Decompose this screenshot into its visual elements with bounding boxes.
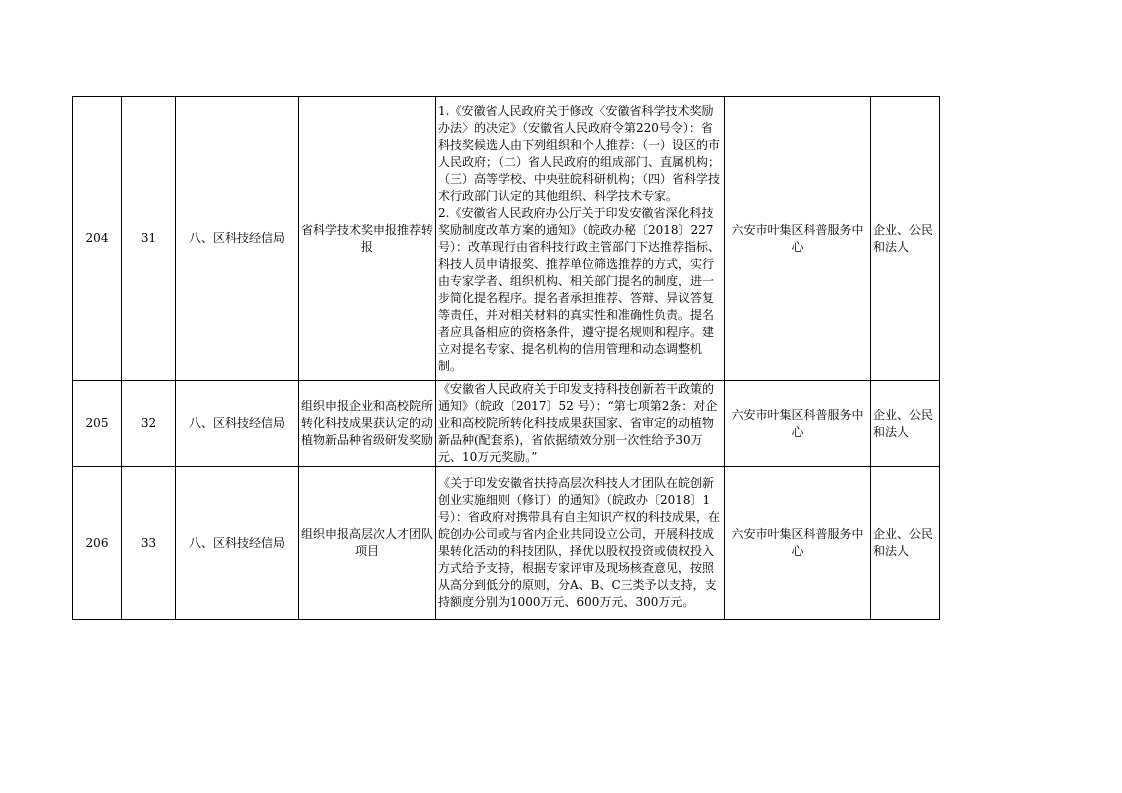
table-row — [73, 97, 940, 381]
legal-basis-cell: 1.《安徽省人民政府关于修改〈安徽省科学技术奖励办法〉的决定》（安徽省人民政府令第220号令）：省科技奖候选人由下列组织和个人推荐：（一）设区的市人民政府；（二）省人民政府的组成部门、直属机构；（三）高等学校、中央驻皖科研机构；（四）省科学技术行政部门认定的其他组织、科学技术专家。 2.《安徽省人民政府办公厅关于印发安徽省深化科技奖励制度改革方案的通知》（皖政办秘〔2018〕227号）：改革现行由省科技行政主管部门下达推荐指标、科技人员申请报奖、推荐单位筛选推荐的方式，实行由专家学者、组织机构、相关部门提名的制度，进一步简化提名程序。提名者承担推荐、答辩、异议答复等责任，并对相关材料的真实性和准确性负责。提名者应具备相应的资格条件，遵守提名规则和程序。建立对提名专家、提名机构的信用管理和动态调整机制。 — [436, 97, 725, 381]
sub-serial-number-cell: 31 — [122, 97, 176, 381]
department-cell: 八、区科技经信局 — [176, 381, 299, 467]
responsible-unit-cell: 六安市叶集区科普服务中心 — [725, 97, 871, 381]
service-target-cell: 企业、公民和法人 — [871, 97, 940, 381]
serial-number-cell: 206 — [73, 467, 122, 620]
legal-basis-cell: 《关于印发安徽省扶持高层次科技人才团队在皖创新创业实施细则（修订）的通知》（皖政办〔2018〕1号）：省政府对携带具有自主知识产权的科技成果，在皖创办公司或与省内企业共同设立公司，开展科技成果转化活动的科技团队，择优以股权投资或债权投入方式给予支持，根据专家评审及现场核查意见，按照从高分到低分的原则，分A、B、C三类予以支持，支持额度分别为1000万元、600万元、300万元。 — [436, 467, 725, 620]
service-target-cell: 企业、公民和法人 — [871, 467, 940, 620]
table-row — [73, 381, 940, 467]
item-name-cell: 组织申报高层次人才团队项目 — [299, 467, 436, 620]
legal-basis-cell: 《安徽省人民政府关于印发支持科技创新若干政策的通知》（皖政〔2017〕52 号）：“第七项第2条：对企业和高校院所转化科技成果获国家、省审定的动植物新品种(配套系)，省依据绩效分别一次性给予30万元、10万元奖励。” — [436, 381, 725, 467]
responsible-unit-cell: 六安市叶集区科普服务中心 — [725, 467, 871, 620]
department-cell: 八、区科技经信局 — [176, 97, 299, 381]
department-cell: 八、区科技经信局 — [176, 467, 299, 620]
sub-serial-number-cell: 33 — [122, 467, 176, 620]
item-name-cell: 组织申报企业和高校院所转化科技成果获认定的动植物新品种省级研发奖励 — [299, 381, 436, 467]
service-target-cell: 企业、公民和法人 — [871, 381, 940, 467]
serial-number-cell: 205 — [73, 381, 122, 467]
item-name-cell: 省科学技术奖申报推荐转报 — [299, 97, 436, 381]
service-items-table — [72, 96, 940, 620]
serial-number-cell: 204 — [73, 97, 122, 381]
sub-serial-number-cell: 32 — [122, 381, 176, 467]
table-row — [73, 467, 940, 620]
responsible-unit-cell: 六安市叶集区科普服务中心 — [725, 381, 871, 467]
